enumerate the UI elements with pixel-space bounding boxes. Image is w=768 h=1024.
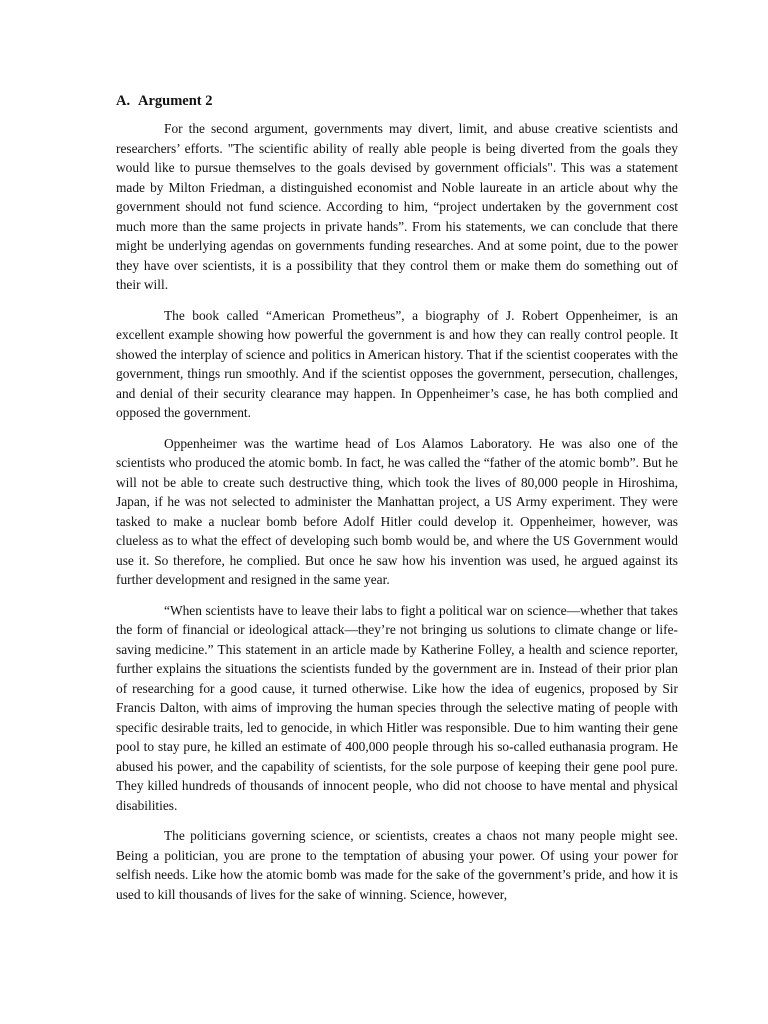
section-marker: A. [116,93,131,109]
paragraph-1: For the second argument, governments may divert, limit, and abuse creative scientists and researchers’ efforts. "The scientific ability of really able people is being diverted from the goals they would like to pursue themselves to the goals devised by government officials". This was a statement made by Milton Friedman, a distinguished economist and Noble laureate in an article about why the government should not fund science. According to him, “project undertaken by the government cost much more than the same projects in private hands”. From his statements, we can conclude that there might be underlying agendas on governments funding researches. And at some point, due to the power they have over scientists, it is a possibility that they control them or make them do something out of their will. [116,121,678,292]
section-title: Argument 2 [138,93,213,109]
document-body [116,91,678,915]
paragraph-2: The book called “American Prometheus”, a biography of J. Robert Oppenheimer, is an excellent example showing how powerful the government is and how they can really control people. It showed the interplay of science and politics in American history. That if the scientist cooperates with the government, things run smoothly. And if the scientist opposes the government, persecution, challenges, and denial of their security clearance may happen. In Oppenheimer’s case, he has both complied and opposed the government. [116,307,678,420]
paragraph-4: “When scientists have to leave their labs to fight a political war on science—whether that takes the form of financial or ideological attack—they’re not bringing us solutions to climate change or life-saving medicine.” This statement in an article made by Katherine Folley, a health and science reporter, further explains the situations the scientists funded by the government are in. Instead of their prior plan of researching for a good cause, it turned otherwise. Like how the idea of eugenics, proposed by Sir Francis Dalton, with aims of improving the human species through the selective mating of people with specific desirable traits, led to genocide, in which Hitler was responsible. Due to him wanting their gene pool to stay pure, he killed an estimate of 400,000 people through his so-called euthanasia program. He abused his power, and the capability of scientists, for the sole purpose of keeping their gene pool pure. They killed hundreds of thousands of innocent people, who did not choose to have mental and physical disabilities. [116,602,678,813]
section-heading [116,91,678,111]
paragraph-3: Oppenheimer was the wartime head of Los Alamos Laboratory. He was also one of the scientists who produced the atomic bomb. In fact, he was called the “father of the atomic bomb”. But he will not be able to create such destructive thing, which took the lives of 80,000 people in Hiroshima, Japan, if he was not selected to administer the Manhattan project, a US Army experiment. They were tasked to make a nuclear bomb before Adolf Hitler could develop it. Oppenheimer, however, was clueless as to what the effect of developing such bomb would be, and where the US Government would use it. So therefore, he complied. But once he saw how his invention was used, he argued against its further development and resigned in the same year. [116,435,678,587]
paragraph-5: The politicians governing science, or scientists, creates a chaos not many people might see. Being a politician, you are prone to the temptation of abusing your power. Of using your power for selfish needs. Like how the atomic bomb was made for the sake of the government’s pride, and how it is used to kill thousands of lives for the sake of winning. Science, however, [116,828,678,902]
